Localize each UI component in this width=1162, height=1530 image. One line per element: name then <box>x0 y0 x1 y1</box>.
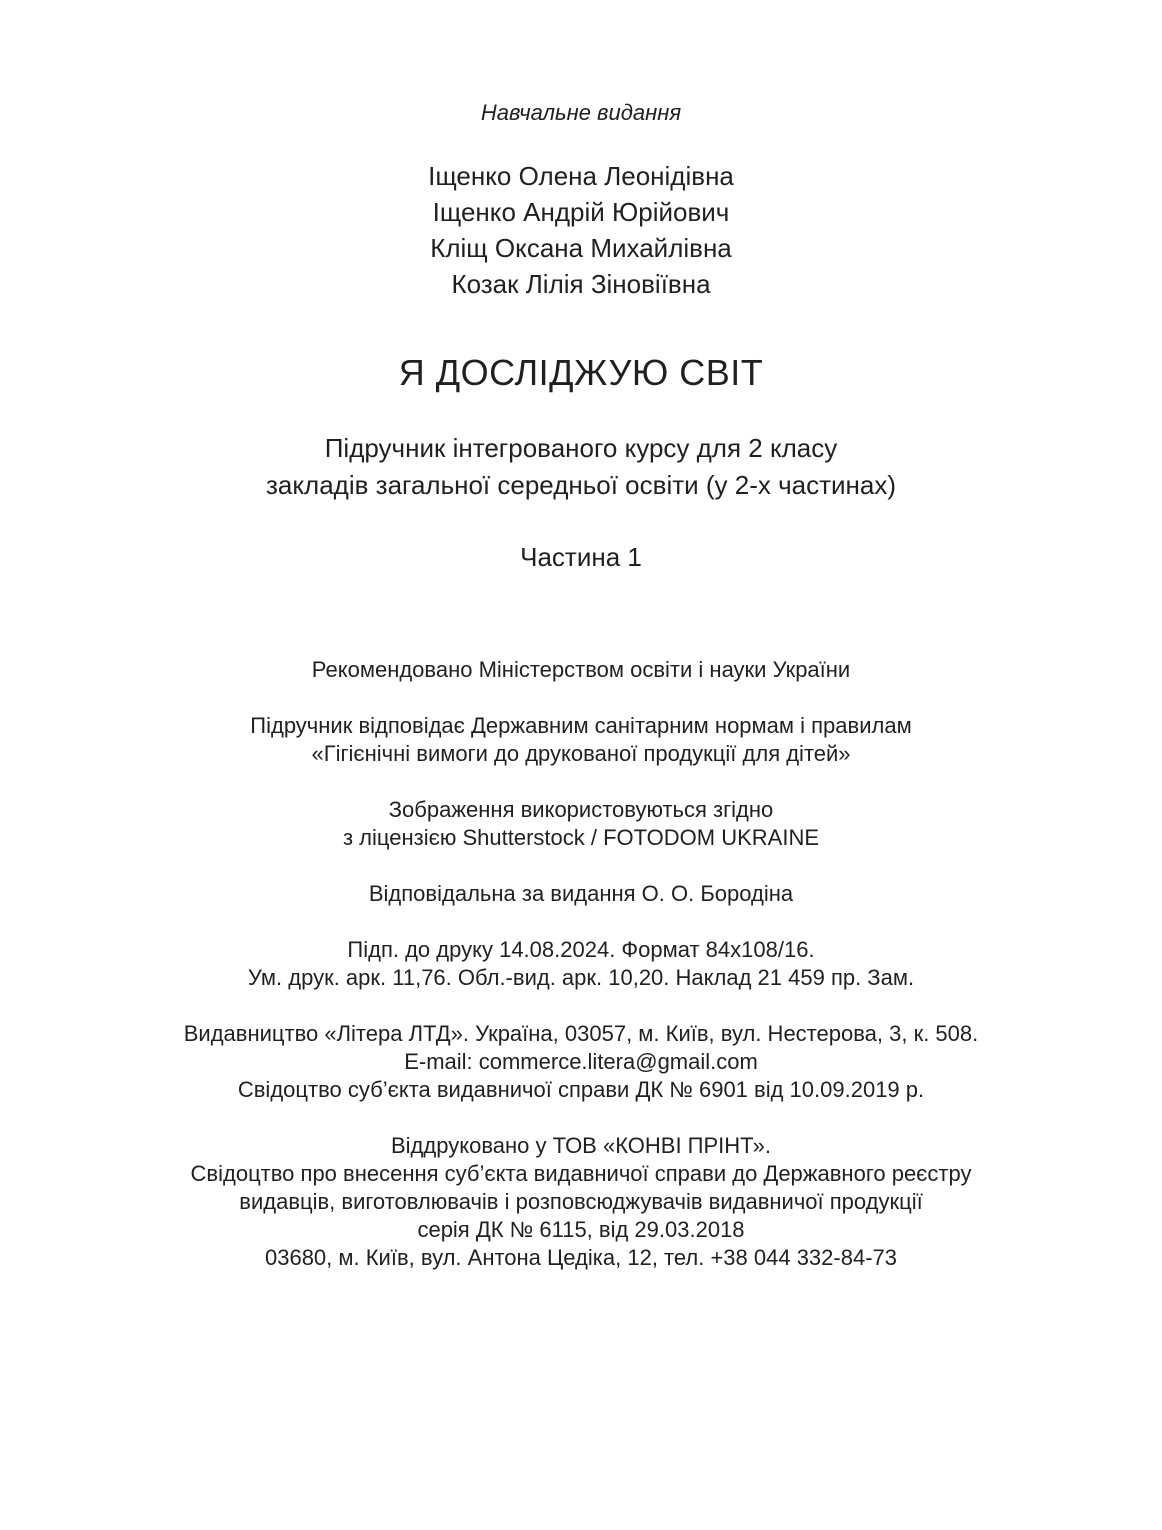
publisher-line: Видавництво «Літера ЛТД». Україна, 03057, м. Київ, вул. Нестерова, 3, к. 508. <box>183 1021 979 1046</box>
printer-line: Віддруковано у ТОВ «КОНВІ ПРІНТ». <box>391 1133 771 1158</box>
print-specs-line: Ум. друк. арк. 11,76. Обл.-вид. арк. 10,20. Наклад 21 459 пр. Зам. <box>247 965 915 990</box>
printer-line: серія ДК № 6115, від 29.03.2018 <box>417 1217 745 1242</box>
author-name: Кліщ Оксана Михайлівна <box>430 233 732 263</box>
part-label: Частина 1 <box>520 542 642 572</box>
images-license-line: Зображення використовуються згідно <box>388 797 774 822</box>
author-name: Іщенко Олена Леонідівна <box>428 161 734 191</box>
publisher-certificate: Свідоцтво суб’єкта видавничої справи ДК № 6901 від 10.09.2019 р. <box>237 1077 925 1102</box>
recommendation-text: Рекомендовано Міністерством освіти і науки України <box>311 657 851 682</box>
edition-type-label: Навчальне видання <box>480 100 682 125</box>
printer-line: видавців, виготовлювачів і розповсюджувачів видавничої продукції <box>239 1189 923 1214</box>
publisher-email: E-mail: commerce.litera@gmail.com <box>404 1049 758 1074</box>
subtitle-line: закладів загальної середньої освіти (у 2-х частинах) <box>265 470 897 500</box>
printer-address: 03680, м. Київ, вул. Антона Цедіка, 12, тел. +38 044 332-84-73 <box>264 1245 897 1270</box>
print-specs-line: Підп. до друку 14.08.2024. Формат 84х108/16. <box>347 937 815 962</box>
printer-line: Свідоцтво про внесення суб’єкта видавничої справи до Державного реєстру <box>190 1161 972 1186</box>
responsible-editor: Відповідальна за видання О. О. Бородіна <box>368 881 794 906</box>
book-title: Я ДОСЛІДЖУЮ СВІТ <box>398 352 764 393</box>
hygiene-line: Підручник відповідає Державним санітарним нормам і правилам <box>250 713 912 738</box>
author-name: Іщенко Андрій Юрійович <box>432 197 730 227</box>
author-name: Козак Лілія Зіновіївна <box>451 269 711 299</box>
subtitle-line: Підручник інтегрованого курсу для 2 класу <box>324 433 838 463</box>
images-license-line: з ліцензією Shutterstock / FOTODOM UKRAINE <box>342 825 820 850</box>
hygiene-line: «Гігієнічні вимоги до друкованої продукції для дітей» <box>311 741 851 766</box>
